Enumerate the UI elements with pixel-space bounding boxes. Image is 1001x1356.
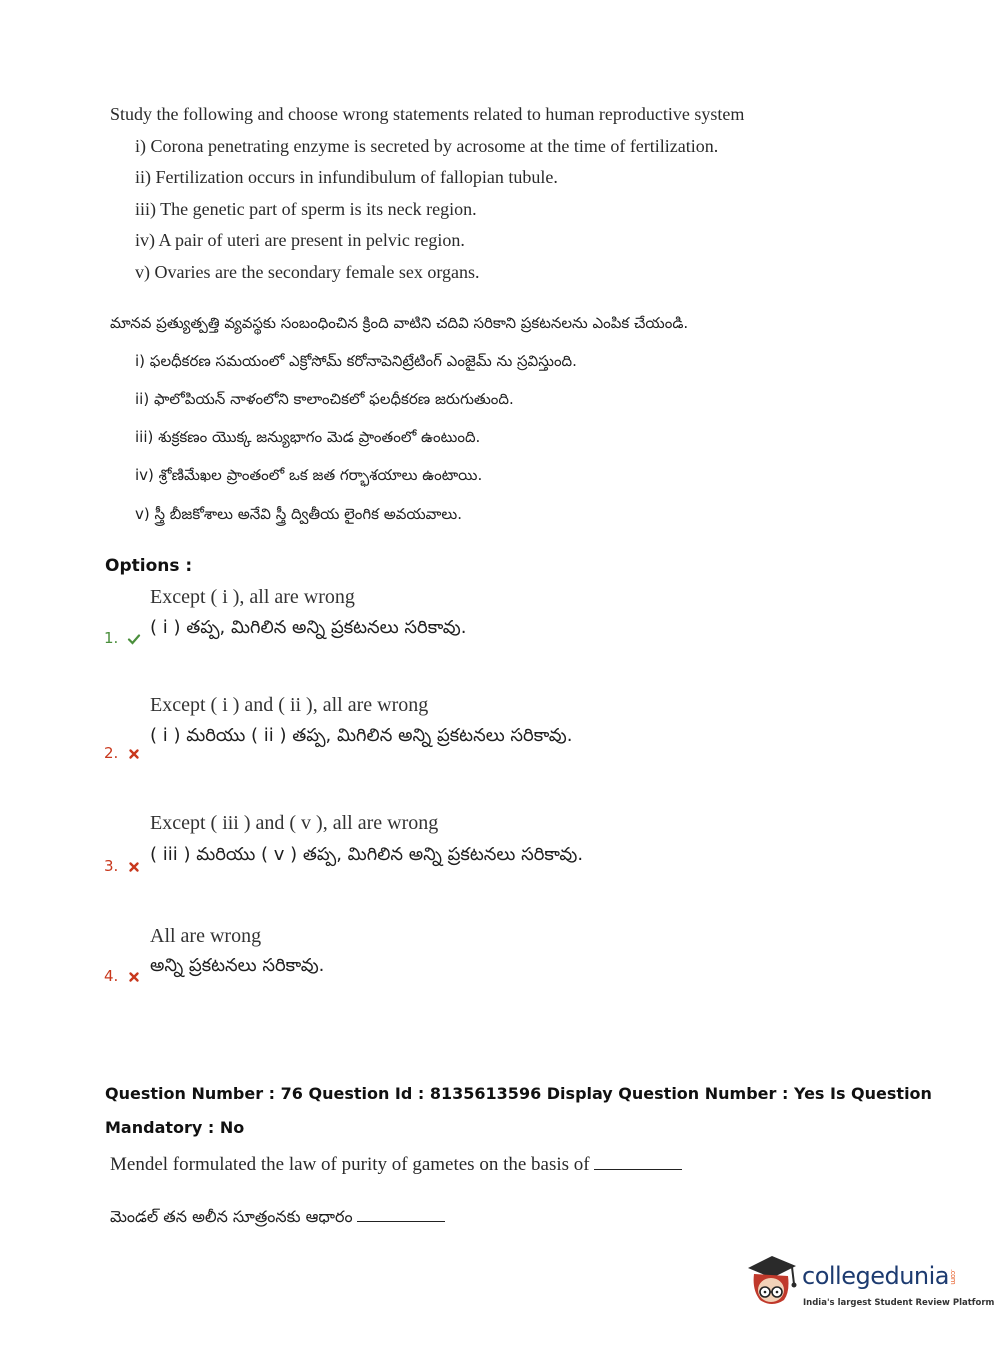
option-3-english[interactable]: Except ( iii ) and ( v ), all are wrong bbox=[150, 812, 439, 834]
question-text-telugu: మానవ ప్రత్యుత్పత్తి వ్యవస్థకు సంబంధించిన క్రింది వాటిని చదివి సరికాని ప్రకటనలను ఎంపిక చేయండి. bbox=[110, 314, 689, 332]
question-2-text-telugu: మెండల్ తన అలీన సూత్రంనకు ఆధారం bbox=[110, 1205, 445, 1230]
statement-te-5: v) స్త్రీ బీజకోశాలు అనేవి స్త్రీ ద్వితీయ లైంగిక అవయవాలు. bbox=[135, 505, 462, 523]
options-label: Options : bbox=[105, 556, 193, 576]
collegedunia-logo-icon bbox=[742, 1250, 800, 1314]
cross-icon bbox=[127, 860, 141, 874]
option-3-number: 3. bbox=[104, 857, 141, 875]
brand-name: collegedunia.com bbox=[802, 1262, 958, 1290]
answer-blank bbox=[594, 1153, 682, 1170]
answer-blank bbox=[357, 1205, 445, 1222]
statement-te-4: iv) శ్రోణిమేఖల ప్రాంతంలో ఒక జత గర్భాశయాలు ఉంటాయి. bbox=[135, 466, 483, 484]
statement-en-5: v) Ovaries are the secondary female sex organs. bbox=[135, 262, 480, 282]
statement-te-3: iii) శుక్రకణం యొక్క జన్యుభాగం మెడ ప్రాంతంలో ఉంటుంది. bbox=[135, 428, 481, 446]
option-2-number: 2. bbox=[104, 744, 141, 762]
statement-en-1: i) Corona penetrating enzyme is secreted by acrosome at the time of fertilization. bbox=[135, 136, 719, 156]
option-3-telugu[interactable]: ( iii ) మరియు ( v ) తప్ప, మిగిలిన అన్ని ప్రకటనలు సరికావు. bbox=[150, 844, 584, 865]
question-2-text-english: Mendel formulated the law of purity of gametes on the basis of bbox=[110, 1153, 682, 1176]
cross-icon bbox=[127, 747, 141, 761]
option-2-english[interactable]: Except ( i ) and ( ii ), all are wrong bbox=[150, 694, 429, 716]
option-1-number: 1. bbox=[104, 629, 141, 647]
option-1-english[interactable]: Except ( i ), all are wrong bbox=[150, 586, 355, 608]
statement-en-2: ii) Fertilization occurs in infundibulum of fallopian tubule. bbox=[135, 167, 558, 187]
option-4-telugu[interactable]: అన్ని ప్రకటనలు సరికావు. bbox=[150, 955, 325, 976]
cross-icon bbox=[127, 970, 141, 984]
brand-tagline: India's largest Student Review Platform bbox=[803, 1298, 995, 1308]
statement-te-1: i) ఫలధీకరణ సమయంలో ఎక్రోసోమ్ కరోనాపెనిట్రేటింగ్ ఎంజైమ్ ను స్రవిస్తుంది. bbox=[135, 352, 577, 370]
checkmark-icon bbox=[127, 632, 141, 646]
question-text-english: Study the following and choose wrong statements related to human reproductive system bbox=[110, 104, 745, 124]
statement-en-4: iv) A pair of uteri are present in pelvic region. bbox=[135, 230, 465, 250]
statement-en-3: iii) The genetic part of sperm is its neck region. bbox=[135, 199, 477, 219]
statement-te-2: ii) ఫాలోపియన్ నాళంలోని కాలాంచికలో ఫలధీకరణ జరుగుతుంది. bbox=[135, 390, 514, 408]
question-meta-line-1: Question Number : 76 Question Id : 8135613596 Display Question Number : Yes Is Question bbox=[105, 1084, 932, 1103]
option-1-telugu[interactable]: ( i ) తప్ప, మిగిలిన అన్ని ప్రకటనలు సరికావు. bbox=[150, 617, 467, 638]
option-4-english[interactable]: All are wrong bbox=[150, 925, 262, 947]
question-meta-line-2: Mandatory : No bbox=[105, 1118, 245, 1137]
option-4-number: 4. bbox=[104, 967, 141, 985]
option-2-telugu[interactable]: ( i ) మరియు ( ii ) తప్ప, మిగిలిన అన్ని ప్రకటనలు సరికావు. bbox=[150, 725, 573, 746]
